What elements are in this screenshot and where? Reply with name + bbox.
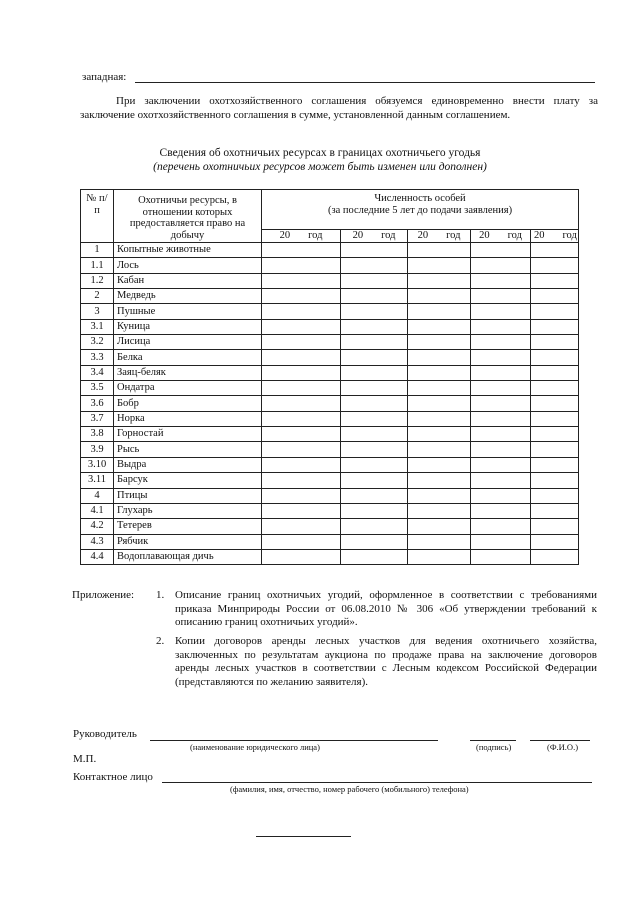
count-cell[interactable] xyxy=(262,488,341,503)
appendix-item2-number: 2. xyxy=(156,635,165,647)
count-cell[interactable] xyxy=(408,411,471,426)
count-cell[interactable] xyxy=(408,381,471,396)
header-number: № п/п xyxy=(81,190,114,243)
count-cell[interactable] xyxy=(262,304,341,319)
row-number: 4.3 xyxy=(81,534,114,549)
count-cell[interactable] xyxy=(531,350,579,365)
count-cell[interactable] xyxy=(341,243,408,258)
appendix-item1-number: 1. xyxy=(156,589,165,601)
row-resource-name: Водоплавающая дичь xyxy=(114,549,262,564)
count-cell[interactable] xyxy=(262,350,341,365)
row-resource-name: Кабан xyxy=(114,273,262,288)
section-title: Сведения об охотничьих ресурсах в границах охотничьего угодья xyxy=(159,147,481,159)
signature-line[interactable] xyxy=(470,740,516,741)
count-cell[interactable] xyxy=(341,273,408,288)
year-prefix: 20 xyxy=(479,230,490,241)
count-cell[interactable] xyxy=(408,488,471,503)
count-cell[interactable] xyxy=(262,335,341,350)
count-cell[interactable] xyxy=(408,243,471,258)
row-resource-name: Лось xyxy=(114,258,262,273)
org-name-hint: (наименование юридического лица) xyxy=(190,742,320,752)
row-number: 4 xyxy=(81,488,114,503)
row-resource-name: Норка xyxy=(114,411,262,426)
count-cell[interactable] xyxy=(531,273,579,288)
table-row xyxy=(81,534,579,549)
count-cell[interactable] xyxy=(531,519,579,534)
table-row xyxy=(81,503,579,518)
row-resource-name: Рысь xyxy=(114,442,262,457)
table-row xyxy=(81,365,579,380)
table-row xyxy=(81,304,579,319)
row-number: 2 xyxy=(81,289,114,304)
count-cell[interactable] xyxy=(531,335,579,350)
table-row xyxy=(81,427,579,442)
count-cell[interactable] xyxy=(341,503,408,518)
count-cell[interactable] xyxy=(471,396,531,411)
count-cell[interactable] xyxy=(531,319,579,334)
count-cell[interactable] xyxy=(262,381,341,396)
row-number: 1.2 xyxy=(81,273,114,288)
count-cell[interactable] xyxy=(531,289,579,304)
count-cell[interactable] xyxy=(262,319,341,334)
count-cell[interactable] xyxy=(531,503,579,518)
count-cell[interactable] xyxy=(262,549,341,564)
count-cell[interactable] xyxy=(471,258,531,273)
count-cell[interactable] xyxy=(408,350,471,365)
count-cell[interactable] xyxy=(408,304,471,319)
row-resource-name: Барсук xyxy=(114,473,262,488)
row-number: 3.9 xyxy=(81,442,114,457)
row-number: 3.3 xyxy=(81,350,114,365)
count-cell[interactable] xyxy=(471,473,531,488)
table-row xyxy=(81,519,579,534)
count-cell[interactable] xyxy=(341,289,408,304)
row-resource-name: Бобр xyxy=(114,396,262,411)
stamp-label: М.П. xyxy=(73,753,97,765)
year-column-header xyxy=(531,230,579,243)
count-cell[interactable] xyxy=(471,503,531,518)
row-number: 4.1 xyxy=(81,503,114,518)
count-cell[interactable] xyxy=(341,519,408,534)
count-cell[interactable] xyxy=(408,519,471,534)
contact-hint: (фамилия, имя, отчество, номер рабочего (мобильного) телефона) xyxy=(230,784,469,794)
count-cell[interactable] xyxy=(471,365,531,380)
count-cell[interactable] xyxy=(531,534,579,549)
row-resource-name: Рябчик xyxy=(114,534,262,549)
count-cell[interactable] xyxy=(471,534,531,549)
count-cell[interactable] xyxy=(262,411,341,426)
count-cell[interactable] xyxy=(471,273,531,288)
table-row xyxy=(81,335,579,350)
appendix-item2-text: Копии договоров аренды лесных участков для ведения охотничьего хозяйства, заключенных по результатам аукциона по продаже права на заключение договоров аренды лесных участков в соответствии с Лесным кодексом Российской Федерации (представляются по желанию заявителя). xyxy=(175,635,597,688)
contact-label: Контактное лицо xyxy=(73,771,153,783)
row-number: 3.8 xyxy=(81,427,114,442)
count-cell[interactable] xyxy=(531,381,579,396)
count-cell[interactable] xyxy=(262,473,341,488)
count-cell[interactable] xyxy=(531,427,579,442)
count-cell[interactable] xyxy=(262,519,341,534)
row-resource-name: Ондатра xyxy=(114,381,262,396)
year-prefix: 20 xyxy=(417,230,429,241)
count-cell[interactable] xyxy=(531,411,579,426)
row-resource-name: Птицы xyxy=(114,488,262,503)
table-row xyxy=(81,273,579,288)
section-subtitle: (перечень охотничьих ресурсов может быть изменен или дополнен) xyxy=(153,161,487,173)
table-row xyxy=(81,381,579,396)
header-resource: Охотничьи ресурсы, в отношении которых предоставляется право на добычу xyxy=(114,190,262,243)
count-cell[interactable] xyxy=(341,350,408,365)
count-cell[interactable] xyxy=(408,319,471,334)
row-resource-name: Копытные животные xyxy=(114,243,262,258)
count-cell[interactable] xyxy=(471,289,531,304)
count-cell[interactable] xyxy=(471,442,531,457)
year-column-header xyxy=(471,230,531,243)
row-resource-name: Заяц-беляк xyxy=(114,365,262,380)
count-cell[interactable] xyxy=(408,396,471,411)
count-cell[interactable] xyxy=(471,350,531,365)
bottom-divider xyxy=(256,836,351,837)
org-name-line[interactable] xyxy=(150,740,438,741)
count-cell[interactable] xyxy=(408,427,471,442)
table-row xyxy=(81,258,579,273)
count-cell[interactable] xyxy=(471,488,531,503)
count-cell[interactable] xyxy=(262,289,341,304)
count-cell[interactable] xyxy=(408,258,471,273)
count-cell[interactable] xyxy=(341,473,408,488)
row-number: 3 xyxy=(81,304,114,319)
table-row xyxy=(81,243,579,258)
count-cell[interactable] xyxy=(531,304,579,319)
row-resource-name: Куница xyxy=(114,319,262,334)
count-cell[interactable] xyxy=(471,519,531,534)
contact-line[interactable] xyxy=(162,782,592,783)
header-count xyxy=(262,190,579,230)
row-resource-name: Медведь xyxy=(114,289,262,304)
row-number: 3.11 xyxy=(81,473,114,488)
year-column-header xyxy=(341,230,408,243)
count-cell[interactable] xyxy=(531,457,579,472)
year-prefix: 20 xyxy=(279,230,291,241)
count-cell[interactable] xyxy=(471,335,531,350)
count-cell[interactable] xyxy=(262,396,341,411)
count-cell[interactable] xyxy=(408,457,471,472)
west-input-line[interactable] xyxy=(135,82,595,83)
count-cell[interactable] xyxy=(262,258,341,273)
count-cell[interactable] xyxy=(408,365,471,380)
row-number: 3.4 xyxy=(81,365,114,380)
table-row xyxy=(81,289,579,304)
count-cell[interactable] xyxy=(341,442,408,457)
resources-table xyxy=(80,189,579,565)
year-column-header xyxy=(262,230,341,243)
row-number: 3.6 xyxy=(81,396,114,411)
table-row xyxy=(81,396,579,411)
row-resource-name: Глухарь xyxy=(114,503,262,518)
count-cell[interactable] xyxy=(471,549,531,564)
count-cell[interactable] xyxy=(471,381,531,396)
count-cell[interactable] xyxy=(471,457,531,472)
west-label: западная: xyxy=(82,71,127,83)
count-cell[interactable] xyxy=(262,534,341,549)
year-suffix: год xyxy=(446,230,461,241)
appendix-item1-text: Описание границ охотничьих угодий, оформленное в соответствии с требованиями приказа Минприроды России от 06.08.2010 № 306 «Об утверждении требований к описанию границ охотничьих угодий». xyxy=(175,589,597,628)
table-body xyxy=(81,243,579,565)
head-label: Руководитель xyxy=(73,728,137,740)
year-column-header xyxy=(408,230,471,243)
table-row xyxy=(81,457,579,472)
row-resource-name: Белка xyxy=(114,350,262,365)
count-cell[interactable] xyxy=(341,457,408,472)
row-resource-name: Пушные xyxy=(114,304,262,319)
row-number: 3.2 xyxy=(81,335,114,350)
appendix-label: Приложение: xyxy=(72,589,135,601)
header-count-title: Численность особей xyxy=(374,193,466,204)
count-cell[interactable] xyxy=(262,243,341,258)
count-cell[interactable] xyxy=(408,289,471,304)
fio-line[interactable] xyxy=(530,740,590,741)
count-cell[interactable] xyxy=(341,258,408,273)
row-number: 4.2 xyxy=(81,519,114,534)
row-number: 1 xyxy=(81,243,114,258)
year-prefix: 20 xyxy=(534,230,545,241)
header-count-subtitle: (за последние 5 лет до подачи заявления) xyxy=(327,204,513,216)
row-resource-name: Выдра xyxy=(114,457,262,472)
count-cell[interactable] xyxy=(408,473,471,488)
row-resource-name: Горностай xyxy=(114,427,262,442)
count-cell[interactable] xyxy=(531,473,579,488)
table-row xyxy=(81,488,579,503)
count-cell[interactable] xyxy=(341,381,408,396)
count-cell[interactable] xyxy=(408,273,471,288)
count-cell[interactable] xyxy=(262,273,341,288)
count-cell[interactable] xyxy=(408,335,471,350)
count-cell[interactable] xyxy=(408,549,471,564)
count-cell[interactable] xyxy=(262,457,341,472)
row-resource-name: Тетерев xyxy=(114,519,262,534)
table-row xyxy=(81,319,579,334)
year-suffix: год xyxy=(507,230,522,241)
row-number: 3.1 xyxy=(81,319,114,334)
intro-paragraph: При заключении охотхозяйственного соглашения обязуемся единовременно внести плату за заключение охотхозяйственного соглашения в сумме, установленной данным соглашением. xyxy=(80,95,598,121)
count-cell[interactable] xyxy=(471,304,531,319)
count-cell[interactable] xyxy=(341,488,408,503)
count-cell[interactable] xyxy=(471,243,531,258)
count-cell[interactable] xyxy=(471,411,531,426)
fio-hint: (Ф.И.О.) xyxy=(547,742,579,752)
table-row xyxy=(81,411,579,426)
count-cell[interactable] xyxy=(531,549,579,564)
row-number: 4.4 xyxy=(81,549,114,564)
row-number: 3.7 xyxy=(81,411,114,426)
year-suffix: год xyxy=(308,230,323,241)
count-cell[interactable] xyxy=(262,427,341,442)
count-cell[interactable] xyxy=(341,427,408,442)
row-number: 1.1 xyxy=(81,258,114,273)
count-cell[interactable] xyxy=(262,503,341,518)
row-number: 3.10 xyxy=(81,457,114,472)
table-row xyxy=(81,350,579,365)
count-cell[interactable] xyxy=(531,365,579,380)
count-cell[interactable] xyxy=(341,396,408,411)
count-cell[interactable] xyxy=(471,319,531,334)
signature-hint: (подпись) xyxy=(476,742,512,752)
year-suffix: год xyxy=(381,230,396,241)
count-cell[interactable] xyxy=(531,396,579,411)
count-cell[interactable] xyxy=(341,365,408,380)
count-cell[interactable] xyxy=(408,503,471,518)
count-cell[interactable] xyxy=(531,258,579,273)
row-number: 3.5 xyxy=(81,381,114,396)
table-row xyxy=(81,442,579,457)
count-cell[interactable] xyxy=(262,365,341,380)
count-cell[interactable] xyxy=(471,427,531,442)
count-cell[interactable] xyxy=(262,442,341,457)
count-cell[interactable] xyxy=(341,549,408,564)
table-row xyxy=(81,549,579,564)
count-cell[interactable] xyxy=(341,534,408,549)
count-cell[interactable] xyxy=(531,488,579,503)
year-prefix: 20 xyxy=(352,230,364,241)
count-cell[interactable] xyxy=(341,335,408,350)
year-suffix: год xyxy=(562,230,577,241)
count-cell[interactable] xyxy=(341,319,408,334)
count-cell[interactable] xyxy=(408,442,471,457)
count-cell[interactable] xyxy=(531,442,579,457)
table-row xyxy=(81,473,579,488)
row-resource-name: Лисица xyxy=(114,335,262,350)
count-cell[interactable] xyxy=(341,304,408,319)
count-cell[interactable] xyxy=(408,534,471,549)
count-cell[interactable] xyxy=(341,411,408,426)
count-cell[interactable] xyxy=(531,243,579,258)
